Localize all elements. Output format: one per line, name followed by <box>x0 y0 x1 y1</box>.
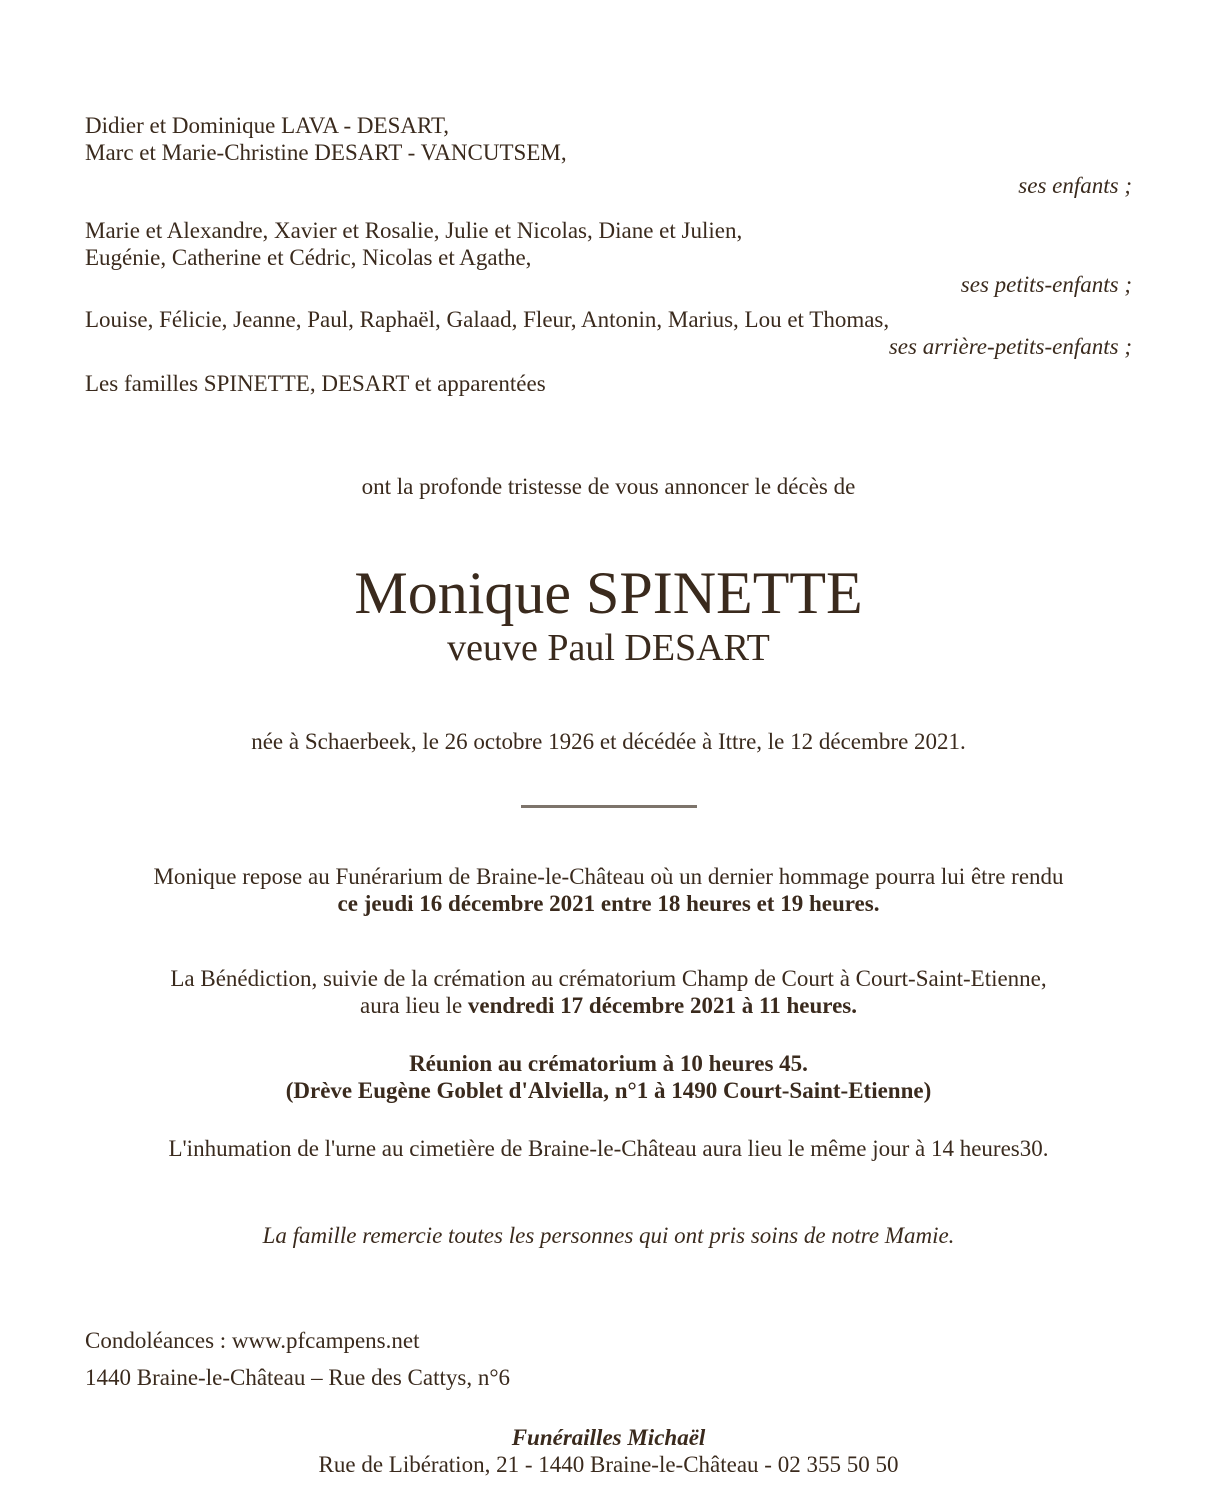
life-dates-line: née à Schaerbeek, le 26 octobre 1926 et décédée à Ittre, le 12 décembre 2021. <box>251 729 966 754</box>
grandchildren-names-block <box>85 217 1132 271</box>
grandchildren-relation-label: ses petits-enfants ; <box>960 272 1132 297</box>
reunion-line: Réunion au crématorium à 10 heures 45. <box>409 1051 808 1076</box>
repose-line: Monique repose au Funérarium de Braine-le-Château où un dernier hommage pourra lui être rendu <box>153 864 1064 889</box>
children-names-line: Marc et Marie-Christine DESART - VANCUTSEM, <box>85 140 567 165</box>
great-grandchildren-names-line: Louise, Félicie, Jeanne, Paul, Raphaël, Galaad, Fleur, Antonin, Marius, Lou et Thomas, <box>85 307 890 332</box>
benediction-time: vendredi 17 décembre 2021 à 11 heures. <box>467 993 857 1018</box>
great-grandchildren-relation-label: ses arrière-petits-enfants ; <box>888 334 1132 359</box>
deceased-name: Monique SPINETTE <box>354 560 863 626</box>
grandchildren-names-line: Eugénie, Catherine et Cédric, Nicolas et Agathe, <box>85 245 532 270</box>
benediction-time-prefix: aura lieu le <box>360 993 468 1018</box>
announcement-intro: ont la profonde tristesse de vous annoncer le décès de <box>361 474 856 499</box>
grandchildren-names-line: Marie et Alexandre, Xavier et Rosalie, Julie et Nicolas, Diane et Julien, <box>85 218 743 243</box>
family-thanks-line: La famille remercie toutes les personnes qui ont pris soins de notre Mamie. <box>262 1223 955 1248</box>
inhumation-line: L'inhumation de l'urne au cimetière de Braine-le-Château aura lieu le même jour à 14 heures30. <box>168 1136 1049 1161</box>
families-line: Les familles SPINETTE, DESART et apparentées <box>85 371 546 396</box>
great-grandchildren-names-block <box>85 306 1132 333</box>
benediction-block <box>85 965 1132 1019</box>
reunion-block <box>85 1050 1132 1104</box>
condolences-line: Condoléances : www.pfcampens.net <box>85 1328 420 1353</box>
deceased-subtitle: veuve Paul DESART <box>447 627 770 669</box>
repose-time-line: ce jeudi 16 décembre 2021 entre 18 heures et 19 heures. <box>337 891 880 916</box>
children-names-block <box>85 112 1132 166</box>
children-names-line: Didier et Dominique LAVA - DESART, <box>85 113 450 138</box>
section-divider <box>521 805 697 808</box>
reunion-address-line: (Drève Eugène Goblet d'Alviella, n°1 à 1490 Court-Saint-Etienne) <box>285 1078 932 1103</box>
funeral-home-address: Rue de Libération, 21 - 1440 Braine-le-Château - 02 355 50 50 <box>318 1452 899 1477</box>
funeral-home-name: Funérailles Michaël <box>511 1425 706 1450</box>
funeral-home-local-address: 1440 Braine-le-Château – Rue des Cattys, n°6 <box>85 1365 511 1390</box>
benediction-time-line <box>85 992 1132 1019</box>
children-relation-label: ses enfants ; <box>1018 173 1132 198</box>
benediction-line: La Bénédiction, suivie de la crémation au crématorium Champ de Court à Court-Saint-Etienne, <box>170 966 1047 991</box>
repose-block <box>85 863 1132 917</box>
